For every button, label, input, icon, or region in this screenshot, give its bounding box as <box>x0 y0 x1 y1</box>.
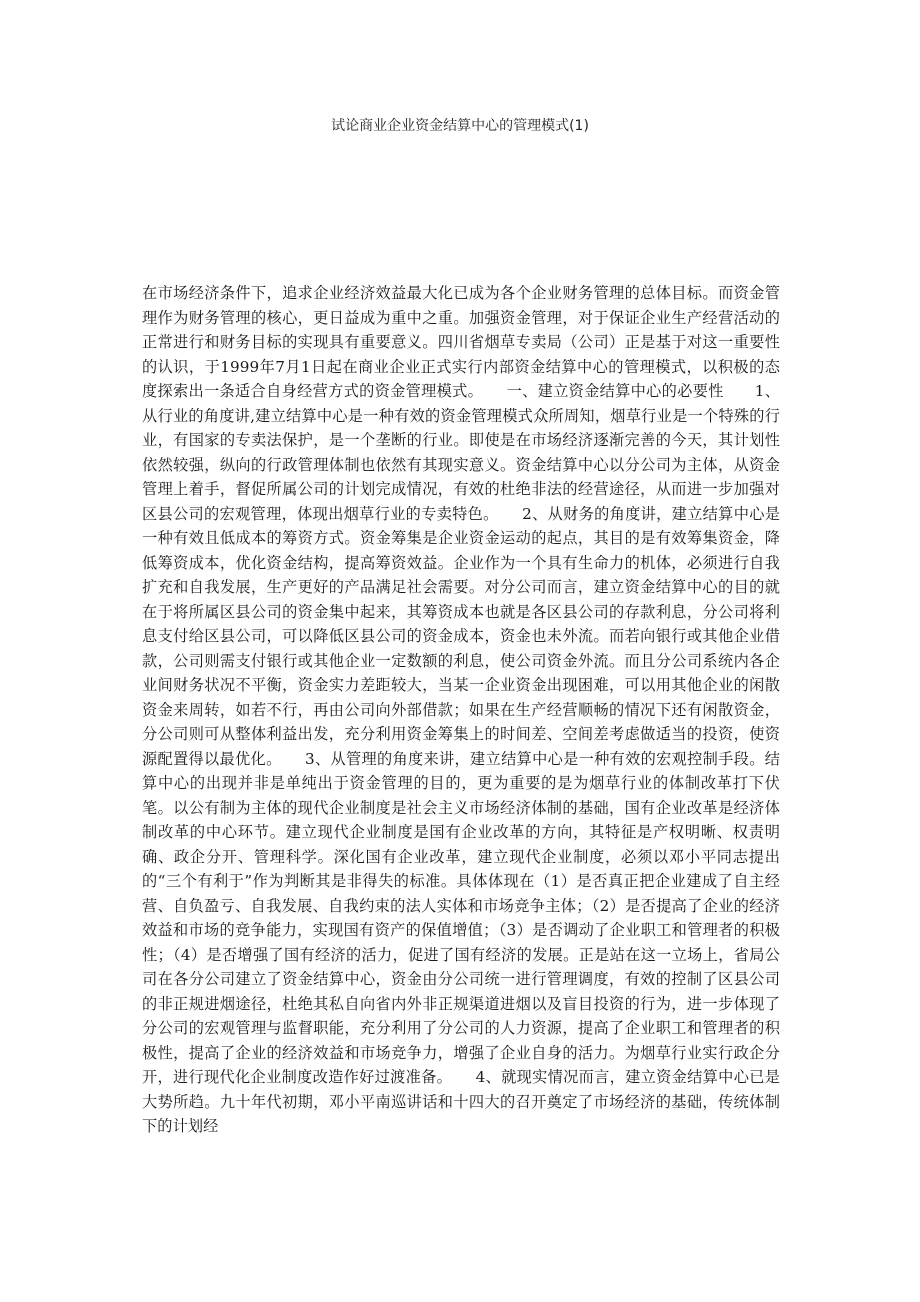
document-title: 试论商业企业资金结算中心的管理模式(1) <box>331 118 589 134</box>
document-body-text: 在市场经济条件下，追求企业经济效益最大化已成为各个企业财务管理的总体目标。而资金管理作为财务管理的核心，更日益成为重中之重。加强资金管理，对于保证企业生产经营活动的正常进行和财务目标的实现具有重要意义。四川省烟草专卖局（公司）正是基于对这一重要性的认识，于1999年7月1日起在商业企业正式实行内部资金结算中心的管理模式，以积极的态度探索出一条适合自身经营方式的资金管理模式。 一、建立资金结算中心的必要性 1、从行业的角度讲,建立结算中心是一种有效的资金管理模式众所周知，烟草行业是一个特殊的行业，有国家的专卖法保护，是一个垄断的行业。即使是在市场经济逐渐完善的今天，其计划性依然较强，纵向的行政管理体制也依然有其现实意义。资金结算中心以分公司为主体，从资金管理上着手，督促所属公司的计划完成情况，有效的杜绝非法的经营途径，从而进一步加强对区县公司的宏观管理，体现出烟草行业的专卖特色。 2、从财务的角度讲，建立结算中心是一种有效且低成本的筹资方式。资金筹集是企业资金运动的起点，其目的是有效筹集资金，降低筹资成本，优化资金结构，提高筹资效益。企业作为一个具有生命力的机体，必须进行自我扩充和自我发展，生产更好的产品满足社会需要。对分公司而言，建立资金结算中心的目的就在于将所属区县公司的资金集中起来，其筹资成本也就是各区县公司的存款利息，分公司将利息支付给区县公司，可以降低区县公司的资金成本，资金也未外流。而若向银行或其他企业借款，公司则需支付银行或其他企业一定数额的利息，使公司资金外流。而且分公司系统内各企业间财务状况不平衡，资金实力差距较大，当某一企业资金出现困难，可以用其他企业的闲散资金来周转，如若不行，再由公司向外部借款；如果在生产经营顺畅的情况下还有闲散资金，分公司则可从整体利益出发，充分利用资金筹集上的时间差、空间差考虑做适当的投资，使资源配置得以最优化。 3、从管理的角度来讲，建立结算中心是一种有效的宏观控制手段。结算中心的出现并非是单纯出于资金管理的目的，更为重要的是为烟草行业的体制改革打下伏笔。以公有制为主体的现代企业制度是社会主义市场经济体制的基础，国有企业改革是经济体制改革的中心环节。建立现代企业制度是国有企业改革的方向，其特征是产权明晰、权责明确、政企分开、管理科学。深化国有企业改革，建立现代企业制度，必须以邓小平同志提出的“三个有利于”作为判断其是非得失的标准。具体体现在（1）是否真正把企业建成了自主经营、自负盈亏、自我发展、自我约束的法人实体和市场竞争主体；（2）是否提高了企业的经济效益和市场的竞争能力，实现国有资产的保值增值；（3）是否调动了企业职工和管理者的积极性；（4）是否增强了国有经济的活力，促进了国有经济的发展。正是站在这一立场上，省局公司在各分公司建立了资金结算中心，资金由分公司统一进行管理调度，有效的控制了区县公司的非正规进烟途径，杜绝其私自向省内外非正规渠道进烟以及盲目投资的行为，进一步体现了分公司的宏观管理与监督职能，充分利用了分公司的人力资源，提高了企业职工和管理者的积极性，提高了企业的经济效益和市场竞争力，增强了企业自身的活力。为烟草行业实行政企分开，进行现代化企业制度改造作好过渡准备。 4、就现实情况而言，建立资金结算中心已是大势所趋。九十年代初期，邓小平南巡讲话和十四大的召开奠定了市场经济的基础，传统体制下的计划经 <box>142 284 780 1135</box>
